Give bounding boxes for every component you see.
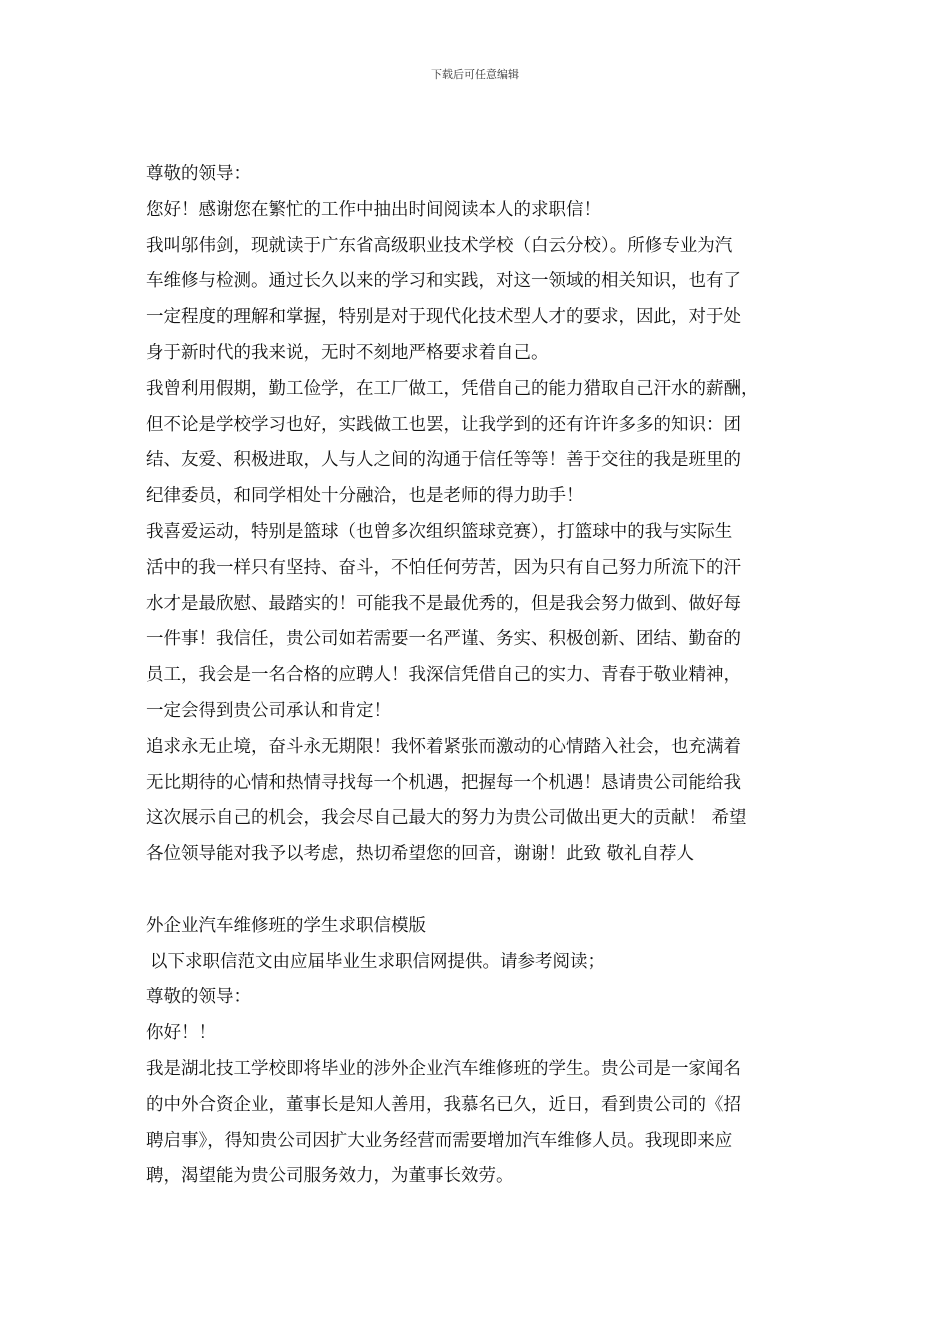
text-line: 一件事！我信任，贵公司如若需要一名严谨、务实、积极创新、团结、勤奋的 (146, 629, 741, 650)
letter2-intro: 以下求职信范文由应届毕业生求职信网提供。请参考阅读； (150, 951, 605, 972)
letter1-paragraph-2 (146, 375, 810, 518)
text-line: 水才是最欣慰、最踏实的！可能我不是最优秀的，但是我会努力做到、做好每 (146, 593, 741, 614)
letter1-greeting: 您好！感谢您在繁忙的工作中抽出时间阅读本人的求职信！ (146, 199, 601, 220)
letter1-paragraph-4 (146, 733, 810, 876)
text-line: 结、友爱、积极进取，人与人之间的沟通于信任等等！善于交往的我是班里的 (146, 450, 741, 471)
letter2-greeting: 你好！！ (146, 1023, 216, 1044)
text-line: 车维修与检测。通过长久以来的学习和实践，对这一领域的相关知识，也有了 (146, 271, 741, 292)
text-line: 我曾利用假期，勤工俭学，在工厂做工，凭借自己的能力猎取自己汗水的薪酬， (146, 378, 759, 399)
text-line: 我叫邬伟剑，现就读于广东省高级职业技术学校（白云分校）。所修专业为汽 (146, 235, 733, 256)
letter2-salutation: 尊敬的领导： (146, 987, 251, 1008)
letter2-title: 外企业汽车维修班的学生求职信模版 (146, 915, 426, 936)
text-line: 一定程度的理解和掌握，特别是对于现代化技术型人才的要求，因此，对于处 (146, 307, 741, 328)
text-line: 聘启事》，得知贵公司因扩大业务经营而需要增加汽车维修人员。我现即来应 (146, 1130, 733, 1151)
text-line: 但不论是学校学习也好，实践做工也罢，让我学到的还有许许多多的知识：团 (146, 414, 741, 435)
text-line: 员工，我会是一名合格的应聘人！我深信凭借自己的实力、青春于敬业精神， (146, 665, 741, 686)
letter1-paragraph-3 (146, 518, 810, 733)
section-gap (146, 876, 810, 912)
text-line: 各位领导能对我予以考虑，热切希望您的回音，谢谢！此致 敬礼自荐人 (146, 844, 695, 865)
text-line: 聘，渴望能为贵公司服务效力，为董事长效劳。 (146, 1166, 514, 1187)
text-line: 无比期待的心情和热情寻找每一个机遇，把握每一个机遇！恳请贵公司能给我 (146, 772, 741, 793)
text-line: 我喜爱运动，特别是篮球（也曾多次组织篮球竞赛），打篮球中的我与实际生 (146, 521, 733, 542)
text-line: 活中的我一样只有坚持、奋斗，不怕任何劳苦，因为只有自己努力所流下的汗 (146, 557, 741, 578)
text-line: 身于新时代的我来说，无时不刻地严格要求着自己。 (146, 342, 549, 363)
page-header-note: 下载后可任意编辑 (431, 68, 519, 81)
document-body (146, 160, 810, 1198)
text-line: 一定会得到贵公司承认和肯定！ (146, 700, 391, 721)
letter2-paragraph-1 (146, 1055, 810, 1198)
text-line: 纪律委员，和同学相处十分融洽，也是老师的得力助手！ (146, 486, 584, 507)
text-line: 我是湖北技工学校即将毕业的涉外企业汽车维修班的学生。贵公司是一家闻名 (146, 1058, 741, 1079)
letter1-salutation: 尊敬的领导： (146, 164, 251, 184)
text-line: 追求永无止境，奋斗永无期限！我怀着紧张而激动的心情踏入社会，也充满着 (146, 736, 741, 757)
letter1-paragraph-1 (146, 232, 810, 375)
text-line: 的中外合资企业，董事长是知人善用，我慕名已久，近日，看到贵公司的《招 (146, 1094, 741, 1115)
text-line: 这次展示自己的机会，我会尽自己最大的努力为贵公司做出更大的贡献！ 希望 (146, 808, 747, 829)
